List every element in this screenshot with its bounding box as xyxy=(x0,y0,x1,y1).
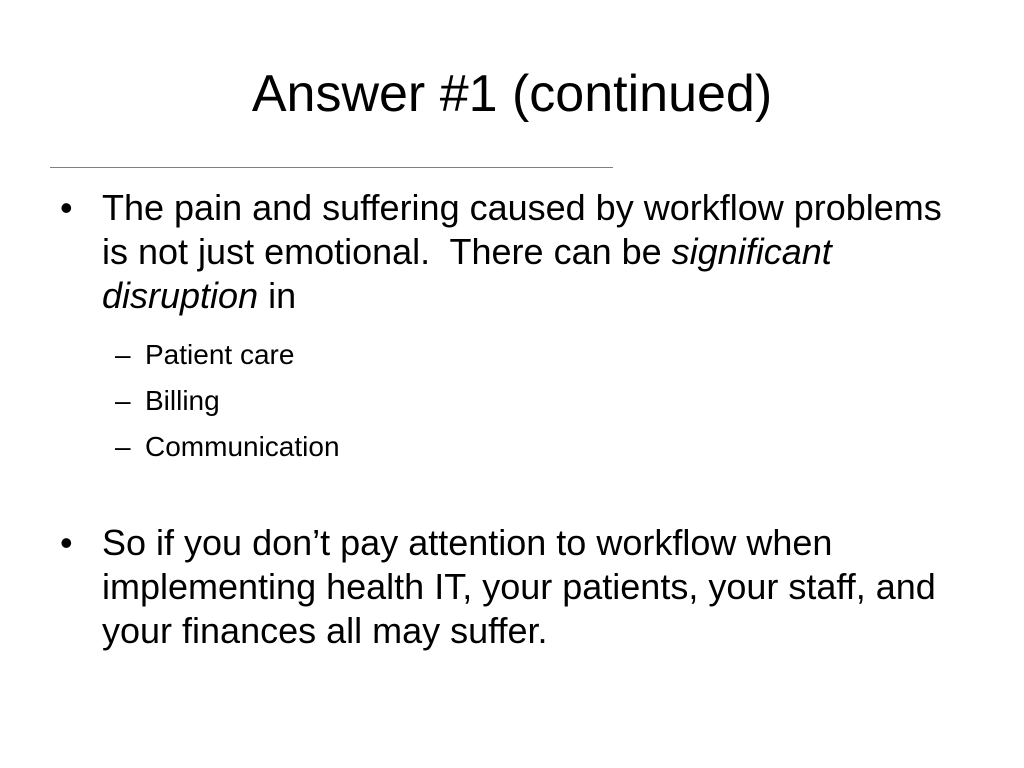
title-divider xyxy=(50,167,613,168)
bullet-text-part: The pain and suffering caused by workflow problems is not just emotional. There can be xyxy=(102,187,942,272)
bullet-text-part: in xyxy=(258,275,297,316)
sub-bullet-text: Patient care xyxy=(145,339,295,370)
bullet-item-2 xyxy=(60,521,960,653)
bullet-item-1 xyxy=(60,186,960,318)
sub-bullet-item xyxy=(115,332,715,378)
bullet-text xyxy=(102,186,960,318)
sub-bullet-item xyxy=(115,378,715,424)
sub-bullet-list xyxy=(115,332,715,470)
bullet-text: So if you don’t pay attention to workflow when implementing health IT, your patients, your staff, and your finances all may suffer. xyxy=(102,522,936,651)
slide-title: Answer #1 (continued) xyxy=(251,65,773,123)
bullet-marker: • xyxy=(60,187,73,228)
sub-bullet-marker: – xyxy=(115,339,131,370)
sub-bullet-marker: – xyxy=(115,385,131,416)
sub-bullet-text: Billing xyxy=(145,385,220,416)
sub-bullet-text: Communication xyxy=(145,431,340,462)
sub-bullet-marker: – xyxy=(115,431,131,462)
bullet-text-emphasis: significant disruption xyxy=(102,231,832,316)
sub-bullet-item xyxy=(115,424,715,470)
bullet-marker: • xyxy=(60,522,73,563)
